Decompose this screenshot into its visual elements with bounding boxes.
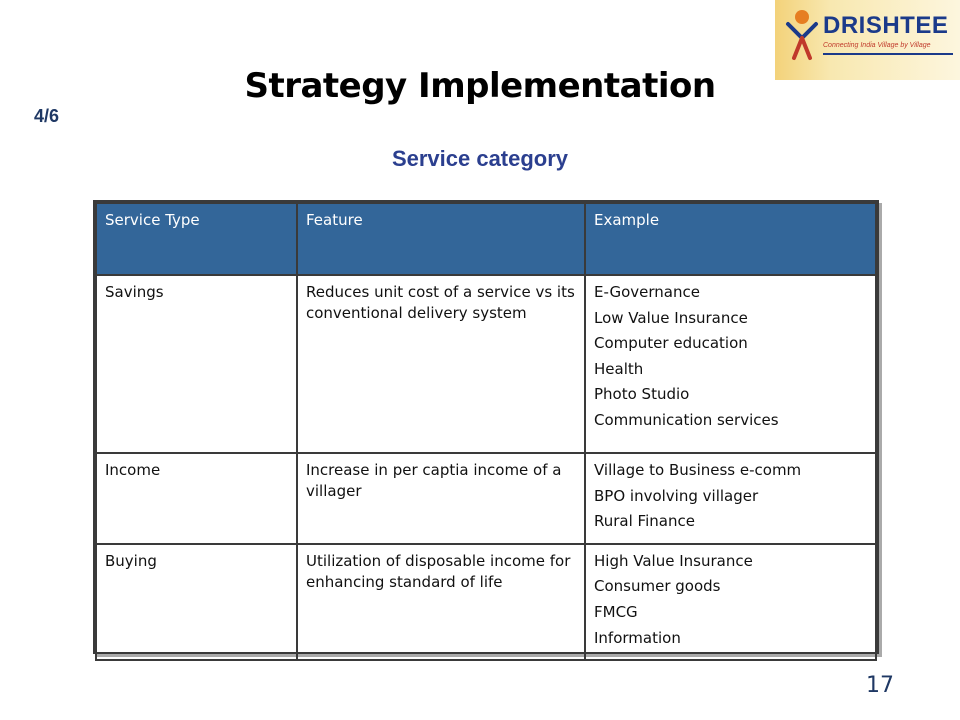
slide-number: 17 (866, 673, 894, 698)
logo-tagline: Connecting India Village by Village (823, 42, 931, 49)
cell-examples (585, 453, 876, 544)
example-item: Photo Studio (594, 385, 690, 404)
cell-feature: Utilization of disposable income for enhancing standard of life (297, 544, 585, 660)
cell-examples (585, 544, 876, 660)
header-feature: Feature (297, 203, 585, 275)
example-item: Village to Business e-comm (594, 461, 802, 479)
example-item: Low Value Insurance (594, 308, 748, 327)
example-item: High Value Insurance (594, 551, 753, 570)
slide-title: Strategy Implementation (244, 66, 716, 106)
example-item: Consumer goods (594, 577, 721, 596)
service-category-table (93, 200, 879, 654)
cell-feature: Increase in per captia income of a villager (297, 453, 585, 544)
table-row (96, 275, 876, 453)
example-item: Information (594, 628, 681, 647)
example-item: E-Governance (594, 283, 700, 301)
example-item: Rural Finance (594, 512, 695, 531)
table-header-row (96, 203, 876, 275)
example-item: BPO involving villager (594, 486, 759, 505)
cell-service-type: Income (96, 453, 297, 544)
table-subtitle: Service category (391, 146, 569, 171)
example-item: FMCG (594, 602, 638, 621)
page-fraction: 4/6 (34, 106, 60, 126)
logo-brand-text: DRISHTEE (823, 12, 949, 39)
table-row (96, 544, 876, 660)
example-item: Communication services (594, 410, 779, 429)
header-example: Example (585, 203, 876, 275)
logo-underline (823, 53, 953, 55)
cell-examples (585, 275, 876, 453)
example-item: Health (594, 359, 644, 378)
person-icon (785, 8, 819, 64)
cell-service-type: Buying (96, 544, 297, 660)
table-row (96, 453, 876, 544)
header-service-type: Service Type (96, 203, 297, 275)
cell-service-type: Savings (96, 275, 297, 453)
example-item: Computer education (594, 334, 748, 353)
cell-feature: Reduces unit cost of a service vs its conventional delivery system (297, 275, 585, 453)
